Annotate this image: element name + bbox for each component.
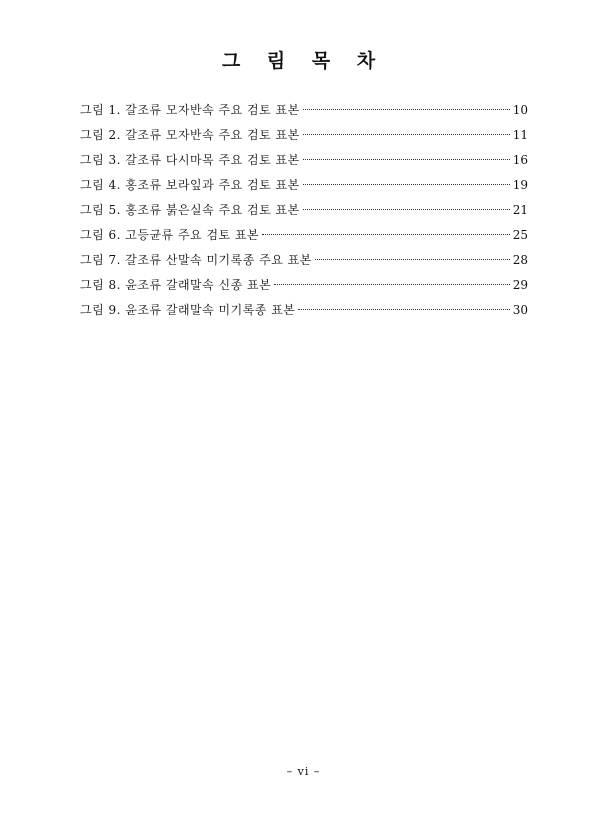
toc-entry-page: 19 [512,178,528,192]
toc-entry-page: 11 [512,128,528,142]
toc-entry-page: 25 [512,228,528,242]
toc-entry-label: 그림 9. 윤조류 갈래말속 미기록종 표본 [80,303,296,317]
toc-entry-page: 10 [512,103,528,117]
toc-entry[interactable] [80,100,528,125]
dot-leader [303,159,510,160]
dot-leader [274,284,510,285]
dot-leader [303,184,510,185]
toc-entry[interactable] [80,125,528,150]
toc-entry[interactable] [80,200,528,225]
dot-leader [262,234,510,235]
dot-leader [303,109,510,110]
toc-entry-page: 29 [512,278,528,292]
figure-list [80,100,528,325]
toc-entry[interactable] [80,225,528,250]
dot-leader [303,209,510,210]
dot-leader [315,259,510,260]
toc-entry-label: 그림 5. 홍조류 붉은실속 주요 검토 표본 [80,203,300,217]
page-number: – vi – [286,765,321,778]
dot-leader [303,134,510,135]
toc-entry-label: 그림 1. 갈조류 모자반속 주요 검토 표본 [80,103,300,117]
toc-entry[interactable] [80,275,528,300]
toc-entry[interactable] [80,175,528,200]
toc-entry-page: 21 [512,203,528,217]
toc-entry-page: 28 [512,253,528,267]
toc-entry[interactable] [80,250,528,275]
toc-entry-label: 그림 3. 갈조류 다시마목 주요 검토 표본 [80,153,300,167]
toc-entry-label: 그림 4. 홍조류 보라잎과 주요 검토 표본 [80,178,300,192]
toc-entry-label: 그림 6. 고등균류 주요 검토 표본 [80,228,260,242]
page-title: 그 림 목 차 [221,50,386,72]
toc-entry-label: 그림 7. 갈조류 산말속 미기록종 주요 표본 [80,253,312,267]
toc-entry[interactable] [80,300,528,325]
dot-leader [298,309,509,310]
toc-entry-page: 16 [512,153,528,167]
toc-entry-label: 그림 2. 갈조류 모자반속 주요 검토 표본 [80,128,300,142]
toc-entry-page: 30 [512,303,528,317]
toc-entry[interactable] [80,150,528,175]
toc-entry-label: 그림 8. 윤조류 갈래말속 신종 표본 [80,278,272,292]
